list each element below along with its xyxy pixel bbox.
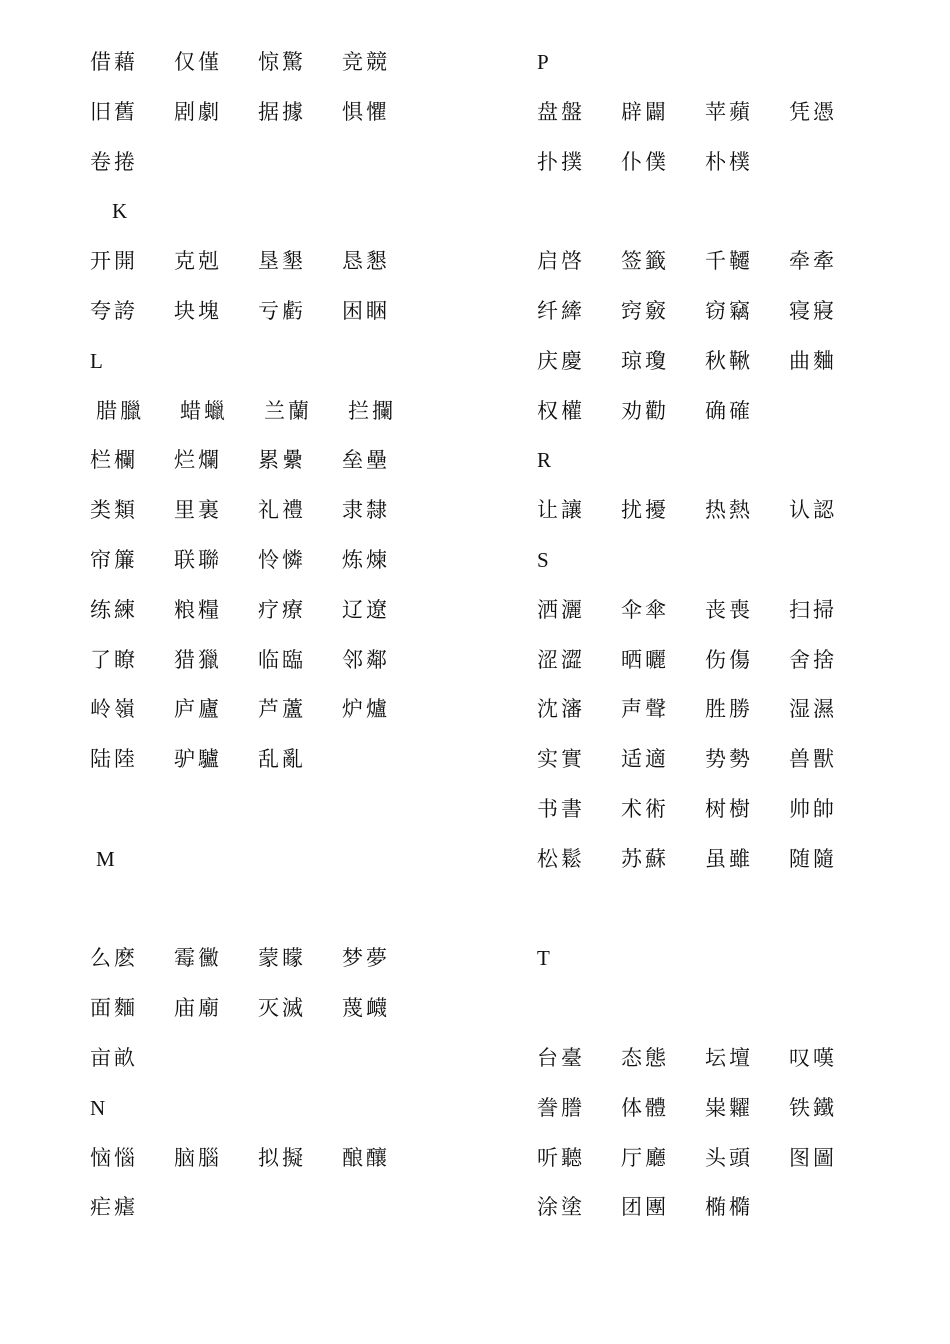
character-pair: 胜勝 [705,697,753,721]
character-pair: 累纍 [258,448,306,472]
character-pair: 据據 [258,100,306,124]
section-letter: M [96,847,115,871]
character-pair: 练練 [90,598,138,622]
character-pair: 势勢 [705,747,753,771]
character-pair: 纤縴 [537,299,585,323]
character-pair: 伤傷 [705,648,753,672]
character-pair: 邻鄰 [342,648,390,672]
section-letter: L [90,349,103,373]
character-pair: 体體 [621,1096,669,1120]
character-pair: 惧懼 [342,100,390,124]
character-pair: 牵牽 [789,249,837,273]
character-pair: 恳懇 [342,249,390,273]
character-row [537,1043,897,1073]
character-row [90,495,450,525]
character-pair: 让讓 [537,498,585,522]
character-row [537,1093,897,1123]
character-pair: 琼瓊 [621,349,669,373]
character-pair: 栏欄 [90,448,138,472]
character-pair: 盘盤 [537,100,585,124]
character-pair: 垒壘 [342,448,390,472]
character-pair: 夸誇 [90,299,138,323]
character-row [537,396,897,426]
character-pair: 扑撲 [537,150,585,174]
character-row [537,595,897,625]
character-row [90,97,450,127]
character-pair: 千韆 [705,249,753,273]
character-row [90,595,450,625]
character-pair: 辟闢 [621,100,669,124]
character-row [537,246,897,276]
section-letter: S [537,548,549,572]
character-row [96,396,456,426]
character-pair: 恼惱 [90,1146,138,1170]
character-pair: 庙廟 [174,996,222,1020]
character-row [90,993,450,1023]
character-row [90,1143,450,1173]
character-pair: 图圖 [789,1146,837,1170]
character-pair: 树樹 [705,797,753,821]
character-pair: 寝寢 [789,299,837,323]
character-pair: 炼煉 [342,548,390,572]
character-row [90,147,450,177]
character-pair: 仆僕 [621,150,669,174]
character-pair: 签籤 [621,249,669,273]
character-pair: 竞競 [342,50,390,74]
character-pair: 秋鞦 [705,349,753,373]
character-pair: 涂塗 [537,1195,585,1219]
character-pair: 礼禮 [258,498,306,522]
character-row [537,296,897,326]
character-pair: 帘簾 [90,548,138,572]
section-letter: R [537,448,552,472]
character-pair: 怜憐 [258,548,306,572]
character-pair: 虽雖 [705,847,753,871]
character-pair: 粮糧 [174,598,222,622]
character-pair: 芦蘆 [258,697,306,721]
character-row [537,97,897,127]
character-row [537,794,897,824]
character-pair: 蜡蠟 [180,399,228,423]
character-pair: 炉爐 [342,697,390,721]
character-pair: 苏蘇 [621,847,669,871]
character-row [90,694,450,724]
character-pair: 面麵 [90,996,138,1020]
character-pair: 临臨 [258,648,306,672]
character-pair: 铁鐵 [789,1096,837,1120]
character-row [90,744,450,774]
character-row [537,844,897,874]
character-pair: 隶隸 [342,498,390,522]
character-pair: 兽獸 [789,747,837,771]
character-pair: 兰蘭 [264,399,312,423]
character-row [90,1192,450,1222]
character-pair: 驴驢 [174,747,222,771]
character-row [537,1143,897,1173]
character-pair: 热熱 [705,498,753,522]
character-pair: 亏虧 [258,299,306,323]
character-row [537,495,897,525]
character-pair: 脑腦 [174,1146,222,1170]
character-pair: 腊臘 [96,399,144,423]
character-pair: 窃竊 [705,299,753,323]
character-pair: 么麽 [90,946,138,970]
section-letter: K [112,199,128,223]
character-pair: 梦夢 [342,946,390,970]
character-pair: 旧舊 [90,100,138,124]
character-row [90,645,450,675]
character-pair: 苹蘋 [705,100,753,124]
character-pair: 适適 [621,747,669,771]
character-pair: 灭滅 [258,996,306,1020]
character-pair: 丧喪 [705,598,753,622]
character-row [537,694,897,724]
character-row [537,744,897,774]
character-pair: 书書 [537,797,585,821]
character-row [90,296,450,326]
character-pair: 叹嘆 [789,1046,837,1070]
character-row [537,346,897,376]
section-letter: N [90,1096,106,1120]
character-pair: 困睏 [342,299,390,323]
character-pair: 酿釀 [342,1146,390,1170]
character-row [90,47,450,77]
character-pair: 惊驚 [258,50,306,74]
character-pair: 粜糶 [705,1096,753,1120]
character-pair: 术術 [621,797,669,821]
character-pair: 仅僅 [174,50,222,74]
character-pair: 借藉 [90,50,138,74]
character-pair: 松鬆 [537,847,585,871]
character-pair: 块塊 [174,299,222,323]
character-pair: 厅廳 [621,1146,669,1170]
character-pair: 椭橢 [705,1195,753,1219]
character-pair: 湿濕 [789,697,837,721]
character-pair: 誊謄 [537,1096,585,1120]
character-pair: 随隨 [789,847,837,871]
character-pair: 克剋 [174,249,222,273]
character-pair: 窍竅 [621,299,669,323]
character-pair: 头頭 [705,1146,753,1170]
character-pair: 舍捨 [789,648,837,672]
character-pair: 凭憑 [789,100,837,124]
character-pair: 台臺 [537,1046,585,1070]
section-letter: T [537,946,550,970]
character-pair: 庐廬 [174,697,222,721]
character-pair: 朴樸 [705,150,753,174]
character-pair: 确確 [705,399,753,423]
character-pair: 岭嶺 [90,697,138,721]
section-letter: P [537,50,549,74]
character-row [90,1043,450,1073]
character-pair: 坛壇 [705,1046,753,1070]
character-row [537,147,897,177]
character-pair: 启啓 [537,249,585,273]
character-pair: 剧劇 [174,100,222,124]
character-pair: 权權 [537,399,585,423]
character-pair: 垦墾 [258,249,306,273]
character-pair: 疟瘧 [90,1195,138,1219]
character-pair: 劝勸 [621,399,669,423]
character-row [537,1192,897,1222]
character-pair: 听聽 [537,1146,585,1170]
character-pair: 拦攔 [348,399,396,423]
character-pair: 烂爛 [174,448,222,472]
character-pair: 沈瀋 [537,697,585,721]
character-pair: 曲麯 [789,349,837,373]
character-pair: 态態 [621,1046,669,1070]
character-pair: 开開 [90,249,138,273]
character-pair: 实實 [537,747,585,771]
character-pair: 辽遼 [342,598,390,622]
character-pair: 庆慶 [537,349,585,373]
character-pair: 扰擾 [621,498,669,522]
character-pair: 霉黴 [174,946,222,970]
character-row [537,645,897,675]
character-pair: 乱亂 [258,747,306,771]
character-pair: 里裏 [174,498,222,522]
character-pair: 帅帥 [789,797,837,821]
character-pair: 团團 [621,1195,669,1219]
character-row [90,445,450,475]
character-pair: 联聯 [174,548,222,572]
character-row [90,246,450,276]
character-pair: 认認 [789,498,837,522]
character-pair: 了瞭 [90,648,138,672]
character-pair: 陆陸 [90,747,138,771]
character-pair: 声聲 [621,697,669,721]
character-pair: 猎獵 [174,648,222,672]
character-pair: 蒙矇 [258,946,306,970]
character-row [90,943,450,973]
character-pair: 亩畝 [90,1046,138,1070]
character-pair: 伞傘 [621,598,669,622]
character-pair: 拟擬 [258,1146,306,1170]
character-pair: 扫掃 [789,598,837,622]
character-pair: 涩澀 [537,648,585,672]
character-pair: 疗療 [258,598,306,622]
character-row [90,545,450,575]
character-pair: 蔑衊 [342,996,390,1020]
character-pair: 洒灑 [537,598,585,622]
character-pair: 晒曬 [621,648,669,672]
character-pair: 类類 [90,498,138,522]
character-pair: 卷捲 [90,150,138,174]
